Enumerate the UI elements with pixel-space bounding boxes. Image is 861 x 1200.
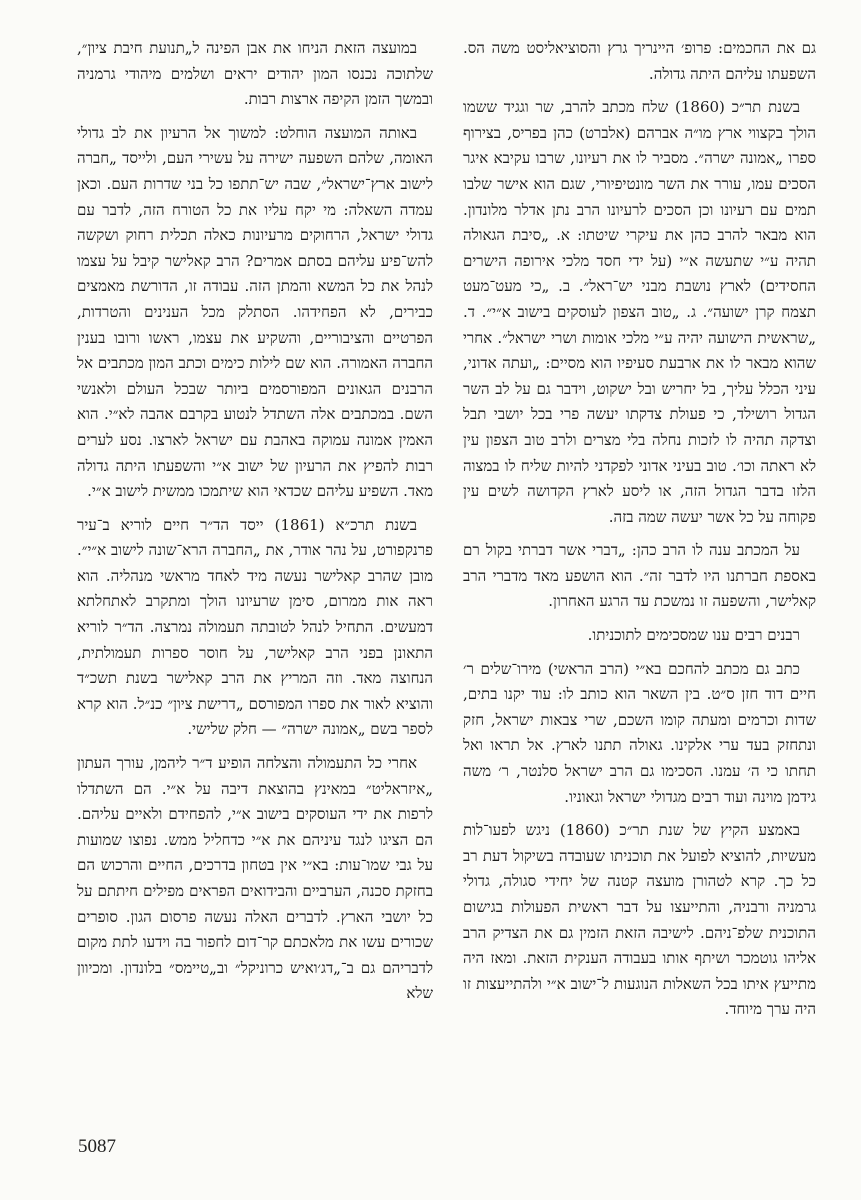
paragraph: רבנים רבים ענו שמסכימים לתוכניתו. — [587, 626, 800, 645]
paragraph: בשנת תר״כ (1860) שלח מכתב להרב, שר וגגיד ששמו הולך בקצווי ארץ מו״ה אברהם (אלברט) כהן בפריס, בצירוף ספרו „אמונה ישרה״. מסביר לו את רעיונו, שרבו עקיבא איגר הסכים עמו, עורר את השר מונטיפיורי, שגם הוא אישר שלבו תמים עם רעיונו וכן הסכים לרעיונו הרב נתן אדלר מלונדון. הוא מבאר להרב כהן את עיקרי שיטתו: א. „סיבת הגאולה תהיה ע״י שתעשה א״י (על ידי חסד מלכי אירופה הישרים החסידים) לארץ נושבת מבני יש־ראל״. ב. „כי מעט־מעט תצמח קרן ישועה״. ג. „טוב הצפון לעוסקים בישוב א״י״. ד. „שראשית הישועה יהיה ע״י מלכי אומות ושרי ישראל״. אחרי שהוא מבאר לו את ארבעת סעיפיו הוא מסיים: „ועתה אדוני, עיני הכלל עליך, בל יחריש ובל ישקוט, וידבר גם על לב השר הגדול רושילד, כי פעולת צדקתו יעשה פרי בכל יושבי תבל וצדקה תהיה לו לזכות נחלה בלי מצרים ולרב טוב הצפון עין לא ראתה וכו׳. טוב בעיני אדוני לפקדני להיות שליח לו במצוה הלזו בדבר הגדול הזה, או ליסע לארץ הקדושה לשים עין פקוחה על כל אשר יעשה שמה בזה. — [463, 98, 816, 526]
right-column — [463, 36, 816, 1136]
left-column — [77, 36, 433, 1136]
paragraph: גם את החכמים: פרופ׳ היינריך גרץ והסוציאליסט משה הס. השפעתו עליהם היתה גדולה. — [463, 39, 816, 83]
page-number: 5087 — [78, 1136, 116, 1157]
paragraph: במועצה הזאת הניחו את אבן הפינה ל„תנועת חיבת ציון״, שלתוכה נכנסו המון יהודים יראים ושלמים מיהודי גרמניה ובמשך הזמן הקיפה ארצות רבות. — [77, 39, 433, 109]
paragraph: על המכתב ענה לו הרב כהן: „דברי אשר דברתי בקול רם באספת חברתנו היו לדבר זה״. הוא הושפע מאד מדברי הרב קאלישר, והשפעה זו נמשכת עד הרגע האחרון. — [463, 541, 816, 611]
paragraph: באמצע הקיץ של שנת תר״כ (1860) ניגש לפעו־לות מעשיות, להוציא לפועל את תוכניתו שעובדה בשיקול דעת רב כל כך. קרא לטהורן מועצה קטנה של יחידי סגולה, גדולי גרמניה ורבניה, והתייעצו על דבר ראשית הפעולות בגישום התוכנית שלפ־ניהם. לישיבה הזאת הזמין גם את הצדיק הרב אליהו גוטמכר ושיתף אותו בעבודה הענקית הזאת. ומאז היה מתייעץ איתו בכל השאלות הנוגעות ל־ישוב א״י ולהתייעצות זו היה ערך מיוחד. — [463, 821, 816, 1019]
paragraph: באותה המועצה הוחלט: למשוך אל הרעיון את לב גדולי האומה, שלהם השפעה ישירה על עשירי העם, ולייסד „חברה לישוב ארץ־ישראל״, שבה יש־תתפו כל בני שדרות העם. וכאן עמדה השאלה: מי יקח עליו את כל הטורח הזה, לדבר עם גדולי ישראל, הרחוקים מרעיונות כאלה תכלית רחוק ושקשה להש־פיע עליהם בסתם אמרים? הרב קאלישר קיבל על עצמו לנהל את כל המשא והמתן הזה. עבודה זו, הדורשת מאמצים כבירים, לא הפחידהו. הסתלק מכל הענינים והטרדות, הפרטיים והציבוריים, והשקיע את עצמו, ראשו ורובו בענין החברה האמורה. הוא שם לילות כימים וכתב המון מכתבים אל הרבנים הגאונים המפורסמים ביותר שבכל העולם ולאנשי השם. במכתבים אלה השתדל לנטוע בקרבם אהבה לא״י. הוא האמין אמונה עמוקה באהבת עם ישראל לארצו. נסע לערים רבות להפיץ את הרעיון של ישוב א״י והשפעתו היתה גדולה מאד. השפיע עליהם שכדאי הוא שיתמכו ממשית לישוב א״י. — [77, 123, 433, 501]
paragraph: בשנת תרכ״א (1861) ייסד הד״ר חיים לוריא ב־עיר פרנקפורט, על נהר אודר, את „החברה הרא־שונה לישוב א״י״. מובן שהרב קאלישר נעשה מיד לאחד מראשי מנהליה. הוא ראה אות ממרום, סימן שרעיונו הולך ומתקרב לאתחלתא דמעשים. התחיל לנהל לטובתה תעמולה נמרצה. הד״ר לוריא התאונן בפני הרב קאלישר, על חוסר ספרות תעמולתית, הנחוצה מאד. וזה המריץ את הרב קאלישר בשנת תשכ״ד והוציא לאור את ספרו המפורסם „דרישת ציון״ כנ״ל. הוא קרא לספר בשם „אמונה ישרה״ — חלק שלישי. — [77, 515, 433, 739]
paragraph: אחרי כל התעמולה והצלחה הופיע ד״ר ליהמן, עורך העתון „איזראליט״ במאינץ בהוצאת דיבה על א״י. הם השתדלו לרפות את ידי העוסקים בישוב א״י, להפחידם ולאיים עליהם. הם הציגו לנגד עיניהם את א״י כדחליל ממש. נפוצו שמועות על גבי שמו־עות: בא״י אין בטחון בדרכים, החיים והרכוש הם בחזקת סכנה, הערביים והבידואים הפראים מפילים חיתתם על כל יושבי הארץ. לדברים האלה נעשה פרסום הגון. סופרים שכורים עשו את מלאכתם קר־דום לחפור בה וידעו לתת מקום לדבריהם גם ב־„דג׳ואיש כרוניקל״ וב„טיימס״ בלונדון. ומכיוון שלא — [77, 754, 433, 1003]
paragraph: כתב גם מכתב להחכם בא״י (הרב הראשי) מירו־שלים ר׳ חיים דוד חזן ס״ט. בין השאר הוא כותב לו: עוד יקנו בתים, שדות וכרמים ומעתה קומו השכם, שרי צבאות ישראל, חזק ונתחזק בעד ערי אלקינו. גאולה תתנו לארץ. אל תראו ואל תחתו כי ה׳ עמנו. הסכימו גם הרב ישראל סלנטר, ר׳ משה גידמן מוינה ועוד רבים מגדולי ישראל וגאוניו. — [463, 659, 816, 806]
